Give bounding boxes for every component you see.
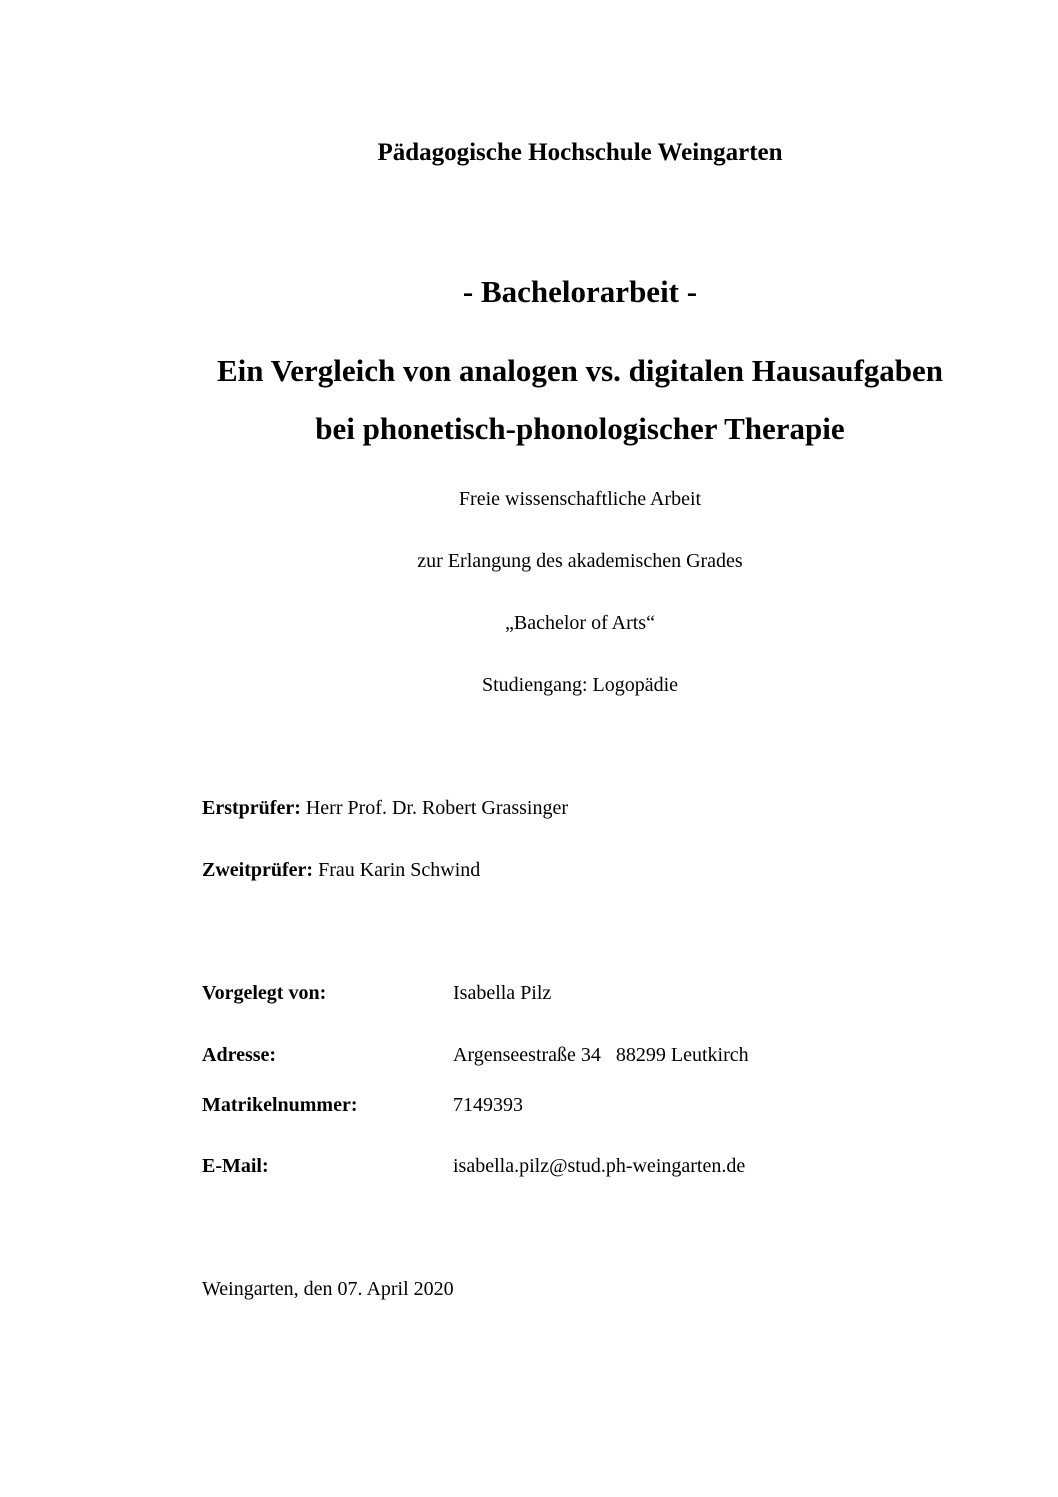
second-examiner-value: Frau Karin Schwind [318,859,481,881]
second-examiner [202,859,480,882]
matriculation-value: 7149393 [453,1094,523,1116]
first-examiner-label: Erstprüfer: [202,797,301,819]
submitted-by-label: Vorgelegt von: [202,982,327,1004]
thesis-title-line-2: bei phonetisch-phonologischer Therapie [315,411,845,446]
email-label: E-Mail: [202,1155,269,1177]
place-and-date: Weingarten, den 07. April 2020 [202,1278,454,1300]
address-label: Adresse: [202,1044,277,1066]
university-name: Pädagogische Hochschule Weingarten [377,139,783,166]
subtitle-study-program: Studiengang: Logopädie [481,674,679,696]
matriculation-label: Matrikelnummer: [202,1094,358,1116]
first-examiner [202,797,568,820]
subtitle-degree-name: „Bachelor of Arts“ [505,612,655,634]
address-value: Argenseestraße 34 88299 Leutkirch [453,1044,749,1066]
thesis-title-line-1: Ein Vergleich von analogen vs. digitalen Hausaufgaben [216,353,944,388]
subtitle-degree-purpose: zur Erlangung des akademischen Grades [417,550,743,572]
submitted-by-value: Isabella Pilz [453,982,552,1004]
first-examiner-value: Herr Prof. Dr. Robert Grassinger [305,797,569,819]
subtitle-work-type: Freie wissenschaftliche Arbeit [458,488,702,510]
second-examiner-label: Zweitprüfer: [202,859,314,881]
document-type: - Bachelorarbeit - [462,274,698,309]
email-value: isabella.pilz@stud.ph-weingarten.de [453,1155,746,1177]
